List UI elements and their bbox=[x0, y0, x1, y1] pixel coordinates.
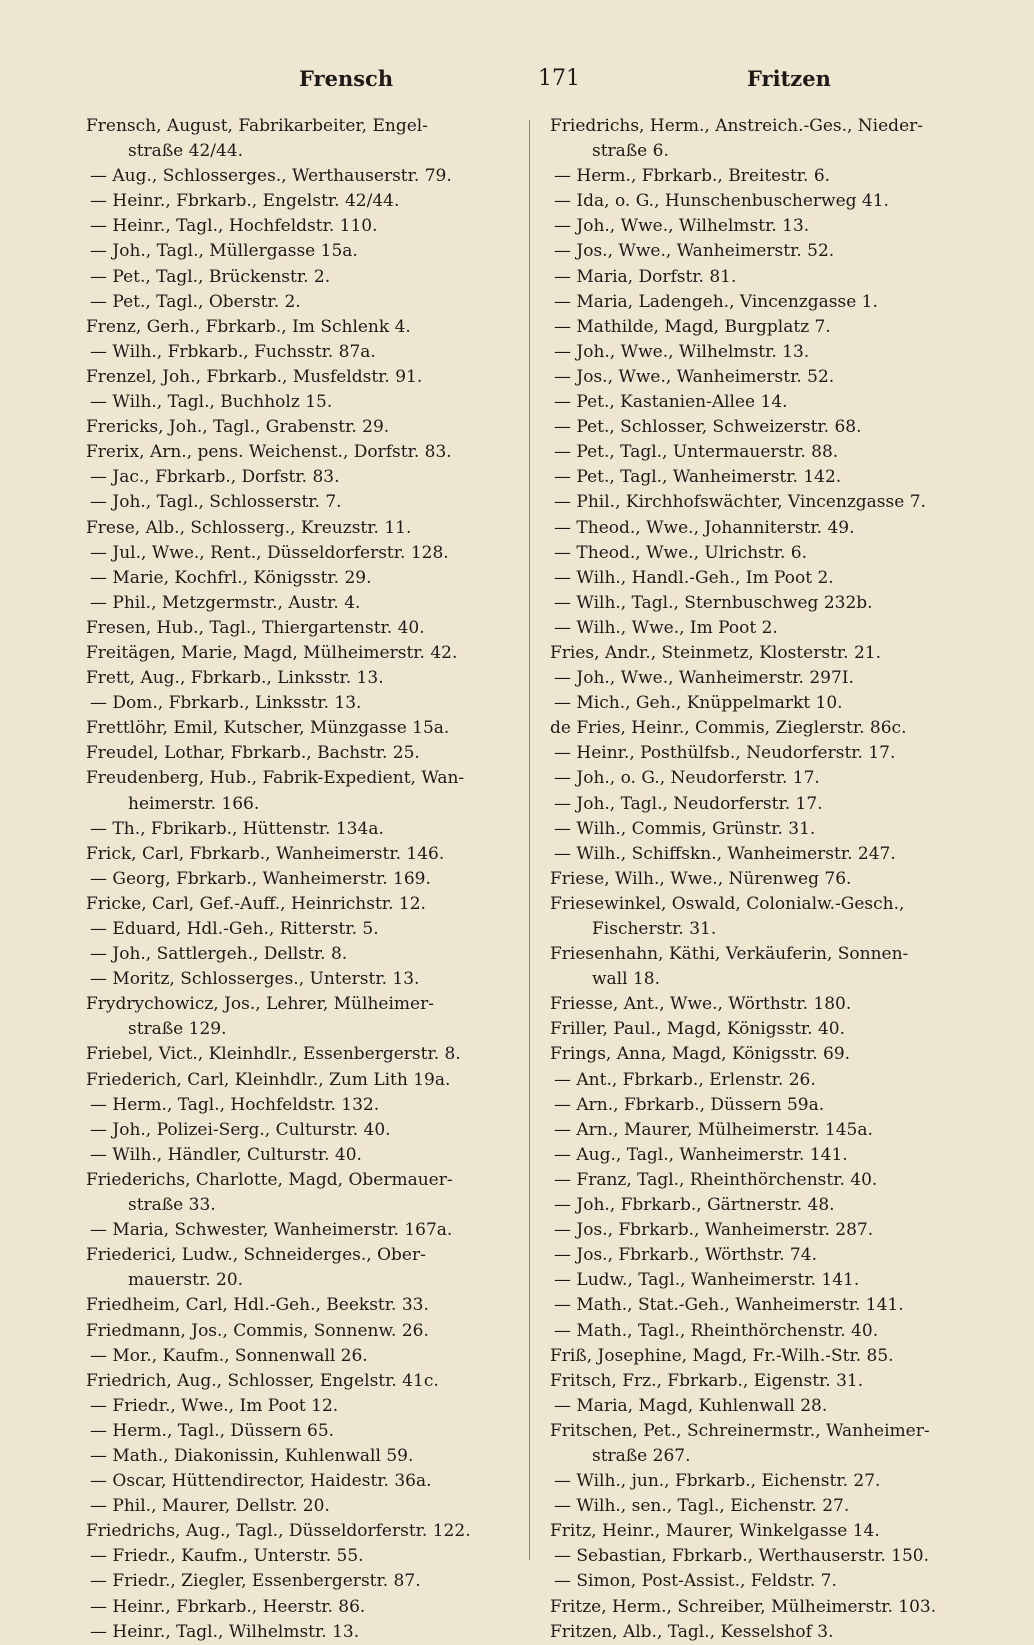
page-header bbox=[84, 66, 964, 98]
directory-entry: — Wilh., Händler, Culturstr. 40. bbox=[90, 1144, 362, 1165]
directory-entry: — Heinr., Posthülfsb., Neudorferstr. 17. bbox=[554, 743, 896, 764]
directory-entry: Frericks, Joh., Tagl., Grabenstr. 29. bbox=[86, 417, 390, 438]
directory-entry: Fresen, Hub., Tagl., Thiergartenstr. 40. bbox=[86, 617, 425, 638]
directory-entry: — Mor., Kaufm., Sonnenwall 26. bbox=[90, 1345, 368, 1366]
directory-entry: Friesewinkel, Oswald, Colonialw.-Gesch., bbox=[550, 893, 905, 914]
directory-entry: Friederichs, Charlotte, Magd, Obermauer- bbox=[86, 1169, 453, 1190]
directory-entry: — Jul., Wwe., Rent., Düsseldorferstr. 128. bbox=[90, 542, 449, 563]
directory-entry: Friß, Josephine, Magd, Fr.-Wilh.-Str. 85. bbox=[550, 1345, 894, 1366]
directory-entry: — Math., Tagl., Rheinthörchenstr. 40. bbox=[554, 1320, 879, 1341]
directory-entry: — Joh., o. G., Neudorferstr. 17. bbox=[554, 768, 820, 789]
directory-entry: — Herm., Fbrkarb., Breitestr. 6. bbox=[554, 166, 831, 187]
directory-entry: — Herm., Tagl., Düssern 65. bbox=[90, 1420, 335, 1441]
directory-entry: — Joh., Sattlergeh., Dellstr. 8. bbox=[90, 944, 348, 965]
directory-entry: — Wilh., sen., Tagl., Eichenstr. 27. bbox=[554, 1496, 850, 1517]
directory-entry: — Wilh., Handl.-Geh., Im Poot 2. bbox=[554, 567, 834, 588]
directory-entry: — Friedr., Kaufm., Unterstr. 55. bbox=[90, 1546, 364, 1567]
left-column bbox=[86, 114, 510, 1645]
directory-entry: Frerix, Arn., pens. Weichenst., Dorfstr. 83. bbox=[86, 442, 452, 463]
directory-entry: — Jos., Fbrkarb., Wanheimerstr. 287. bbox=[554, 1220, 874, 1241]
directory-entry: Frett, Aug., Fbrkarb., Linksstr. 13. bbox=[86, 668, 384, 689]
directory-entry: — Pet., Tagl., Untermauerstr. 88. bbox=[554, 442, 839, 463]
directory-entry: — Pet., Kastanien-Allee 14. bbox=[554, 392, 788, 413]
directory-entry: — Phil., Metzgermstr., Austr. 4. bbox=[90, 592, 361, 613]
directory-entry: — Mathilde, Magd, Burgplatz 7. bbox=[554, 316, 831, 337]
column-divider bbox=[529, 120, 530, 1560]
directory-entry: — Wilh., Schiffskn., Wanheimerstr. 247. bbox=[554, 843, 896, 864]
directory-entry: — Friedr., Ziegler, Essenbergerstr. 87. bbox=[90, 1571, 421, 1592]
directory-entry: — Theod., Wwe., Johanniterstr. 49. bbox=[554, 517, 855, 538]
directory-entry: Fritz, Heinr., Maurer, Winkelgasse 14. bbox=[550, 1521, 880, 1542]
directory-entry: Fritsch, Frz., Fbrkarb., Eigenstr. 31. bbox=[550, 1370, 864, 1391]
directory-entry: Fries, Andr., Steinmetz, Klosterstr. 21. bbox=[550, 642, 882, 663]
directory-entry: — Jac., Fbrkarb., Dorfstr. 83. bbox=[90, 467, 340, 488]
directory-entry: — Wilh., Commis, Grünstr. 31. bbox=[554, 818, 816, 839]
directory-entry: — Jos., Wwe., Wanheimerstr. 52. bbox=[554, 241, 835, 262]
directory-entry: — Joh., Polizei-Serg., Culturstr. 40. bbox=[90, 1119, 391, 1140]
directory-entry: — Ida, o. G., Hunschenbuscherweg 41. bbox=[554, 191, 889, 212]
right-column bbox=[550, 114, 980, 1645]
directory-entry: — Dom., Fbrkarb., Linksstr. 13. bbox=[90, 693, 362, 714]
directory-entry: — Jos., Fbrkarb., Wörthstr. 74. bbox=[554, 1245, 817, 1266]
directory-entry: Friebel, Vict., Kleinhdlr., Essenbergerstr. 8. bbox=[86, 1044, 461, 1065]
directory-entry: Freitägen, Marie, Magd, Mülheimerstr. 42. bbox=[86, 642, 458, 663]
entry-continuation: heimerstr. 166. bbox=[128, 793, 260, 814]
directory-entry: Frensch, August, Fabrikarbeiter, Engel- bbox=[86, 116, 428, 136]
directory-entry: — Maria, Schwester, Wanheimerstr. 167a. bbox=[90, 1220, 453, 1241]
directory-entry: — Phil., Kirchhofswächter, Vincenzgasse 7. bbox=[554, 492, 926, 513]
directory-entry: Freudenberg, Hub., Fabrik-Expedient, Wan- bbox=[86, 768, 465, 789]
directory-entry: Fricke, Carl, Gef.-Auff., Heinrichstr. 12. bbox=[86, 893, 426, 914]
directory-entry: — Joh., Wwe., Wilhelmstr. 13. bbox=[554, 341, 810, 362]
directory-entry: Fritschen, Pet., Schreinermstr., Wanheimer- bbox=[550, 1420, 930, 1441]
directory-entry: — Heinr., Fbrkarb., Engelstr. 42/44. bbox=[90, 191, 400, 212]
directory-entry: Friederici, Ludw., Schneiderges., Ober- bbox=[86, 1245, 426, 1266]
directory-entry: — Pet., Tagl., Oberstr. 2. bbox=[90, 291, 301, 312]
directory-entry: Fritze, Herm., Schreiber, Mülheimerstr. 103. bbox=[550, 1596, 937, 1617]
directory-entry: Friedrichs, Herm., Anstreich.-Ges., Nieder- bbox=[550, 116, 923, 136]
directory-entry: Frettlöhr, Emil, Kutscher, Münzgasse 15a. bbox=[86, 718, 450, 739]
directory-entry: — Wilh., Tagl., Buchholz 15. bbox=[90, 392, 333, 413]
directory-entry: — Joh., Tagl., Neudorferstr. 17. bbox=[554, 793, 823, 814]
directory-entry: — Pet., Schlosser, Schweizerstr. 68. bbox=[554, 417, 862, 438]
directory-entry: — Pet., Tagl., Wanheimerstr. 142. bbox=[554, 467, 842, 488]
directory-entry: Friederich, Carl, Kleinhdlr., Zum Lith 19a. bbox=[86, 1069, 451, 1090]
entry-continuation: wall 18. bbox=[592, 969, 660, 990]
directory-entry: Freudel, Lothar, Fbrkarb., Bachstr. 25. bbox=[86, 743, 420, 764]
directory-entry: Frick, Carl, Fbrkarb., Wanheimerstr. 146. bbox=[86, 843, 445, 864]
directory-entry: — Arn., Maurer, Mülheimerstr. 145a. bbox=[554, 1119, 873, 1140]
directory-entry: — Moritz, Schlosserges., Unterstr. 13. bbox=[90, 969, 420, 990]
header-left-catchword: Frensch bbox=[299, 66, 394, 91]
directory-entry: — Math., Stat.-Geh., Wanheimerstr. 141. bbox=[554, 1295, 904, 1316]
directory-entry: — Joh., Tagl., Müllergasse 15a. bbox=[90, 241, 358, 262]
directory-entry: Friese, Wilh., Wwe., Nürenweg 76. bbox=[550, 868, 852, 889]
entry-continuation: straße 6. bbox=[592, 141, 669, 162]
directory-entry: — Aug., Schlosserges., Werthauserstr. 79. bbox=[90, 166, 452, 187]
entry-continuation: straße 33. bbox=[128, 1195, 216, 1216]
directory-entry: Frenzel, Joh., Fbrkarb., Musfeldstr. 91. bbox=[86, 366, 423, 387]
header-right-catchword: Fritzen bbox=[747, 66, 831, 91]
directory-entry: — Ludw., Tagl., Wanheimerstr. 141. bbox=[554, 1270, 860, 1291]
directory-entry: — Joh., Tagl., Schlosserstr. 7. bbox=[90, 492, 342, 513]
directory-entry: — Wilh., Frbkarb., Fuchsstr. 87a. bbox=[90, 341, 376, 362]
directory-entry: — Eduard, Hdl.-Geh., Ritterstr. 5. bbox=[90, 919, 379, 939]
page-number: 171 bbox=[538, 66, 580, 91]
directory-entry: — Heinr., Tagl., Wilhelmstr. 13. bbox=[90, 1621, 360, 1642]
directory-entry: Frydrychowicz, Jos., Lehrer, Mülheimer- bbox=[86, 994, 434, 1015]
entry-continuation: mauerstr. 20. bbox=[128, 1270, 244, 1291]
directory-entry: — Oscar, Hüttendirector, Haidestr. 36a. bbox=[90, 1471, 432, 1492]
directory-entry: — Wilh., jun., Fbrkarb., Eichenstr. 27. bbox=[554, 1471, 881, 1492]
directory-entry: — Joh., Fbrkarb., Gärtnerstr. 48. bbox=[554, 1195, 835, 1216]
directory-entry: — Math., Diakonissin, Kuhlenwall 59. bbox=[90, 1445, 414, 1466]
directory-entry: — Franz, Tagl., Rheinthörchenstr. 40. bbox=[554, 1169, 878, 1190]
directory-entry: Friesenhahn, Käthi, Verkäuferin, Sonnen- bbox=[550, 944, 909, 965]
directory-entry: — Joh., Wwe., Wanheimerstr. 297I. bbox=[554, 668, 854, 689]
entry-continuation: Fischerstr. 31. bbox=[592, 919, 717, 939]
directory-entry: — Phil., Maurer, Dellstr. 20. bbox=[90, 1496, 330, 1517]
directory-entry: — Georg, Fbrkarb., Wanheimerstr. 169. bbox=[90, 868, 431, 889]
directory-entry: — Arn., Fbrkarb., Düssern 59a. bbox=[554, 1094, 825, 1115]
directory-entry: — Joh., Wwe., Wilhelmstr. 13. bbox=[554, 216, 810, 237]
directory-entry: — Maria, Dorfstr. 81. bbox=[554, 266, 737, 287]
directory-entry: Friedrich, Aug., Schlosser, Engelstr. 41c. bbox=[86, 1370, 439, 1391]
directory-entry: Friedmann, Jos., Commis, Sonnenw. 26. bbox=[86, 1320, 429, 1341]
directory-entry: Friesse, Ant., Wwe., Wörthstr. 180. bbox=[550, 994, 852, 1015]
directory-entry: — Theod., Wwe., Ulrichstr. 6. bbox=[554, 542, 808, 563]
directory-entry: Frenz, Gerh., Fbrkarb., Im Schlenk 4. bbox=[86, 316, 411, 337]
directory-entry: — Ant., Fbrkarb., Erlenstr. 26. bbox=[554, 1069, 816, 1090]
directory-entry: — Heinr., Tagl., Hochfeldstr. 110. bbox=[90, 216, 378, 237]
directory-entry: Fritzen, Alb., Tagl., Kesselshof 3. bbox=[550, 1621, 834, 1642]
entry-continuation: straße 42/44. bbox=[128, 141, 244, 162]
directory-entry: Frese, Alb., Schlosserg., Kreuzstr. 11. bbox=[86, 517, 412, 538]
directory-entry: — Sebastian, Fbrkarb., Werthauserstr. 150. bbox=[554, 1546, 929, 1567]
directory-entry: — Jos., Wwe., Wanheimerstr. 52. bbox=[554, 366, 835, 387]
directory-entry: — Mich., Geh., Knüppelmarkt 10. bbox=[554, 693, 843, 714]
directory-entry: — Friedr., Wwe., Im Poot 12. bbox=[90, 1395, 339, 1416]
directory-entry: — Th., Fbrikarb., Hüttenstr. 134a. bbox=[90, 818, 384, 839]
directory-entry: — Maria, Magd, Kuhlenwall 28. bbox=[554, 1395, 828, 1416]
directory-entry: — Simon, Post-Assist., Feldstr. 7. bbox=[554, 1571, 837, 1592]
directory-entry: Friller, Paul., Magd, Königsstr. 40. bbox=[550, 1019, 846, 1040]
directory-entry: — Aug., Tagl., Wanheimerstr. 141. bbox=[554, 1144, 848, 1165]
directory-entry: — Marie, Kochfrl., Königsstr. 29. bbox=[90, 567, 372, 588]
directory-entry: Frings, Anna, Magd, Königsstr. 69. bbox=[550, 1044, 851, 1065]
directory-entry: Friedheim, Carl, Hdl.-Geh., Beekstr. 33. bbox=[86, 1295, 429, 1316]
directory-entry: — Herm., Tagl., Hochfeldstr. 132. bbox=[90, 1094, 380, 1115]
entry-continuation: straße 267. bbox=[592, 1445, 691, 1466]
directory-entry: de Fries, Heinr., Commis, Zieglerstr. 86c. bbox=[550, 718, 907, 739]
entry-continuation: straße 129. bbox=[128, 1019, 227, 1040]
directory-entry: — Pet., Tagl., Brückenstr. 2. bbox=[90, 266, 331, 287]
directory-entry: — Maria, Ladengeh., Vincenzgasse 1. bbox=[554, 291, 878, 312]
directory-entry: — Heinr., Fbrkarb., Heerstr. 86. bbox=[90, 1596, 366, 1617]
directory-entry: — Wilh., Wwe., Im Poot 2. bbox=[554, 617, 778, 638]
directory-entry: Friedrichs, Aug., Tagl., Düsseldorferstr. 122. bbox=[86, 1521, 471, 1542]
directory-entry: — Wilh., Tagl., Sternbuschweg 232b. bbox=[554, 592, 873, 613]
